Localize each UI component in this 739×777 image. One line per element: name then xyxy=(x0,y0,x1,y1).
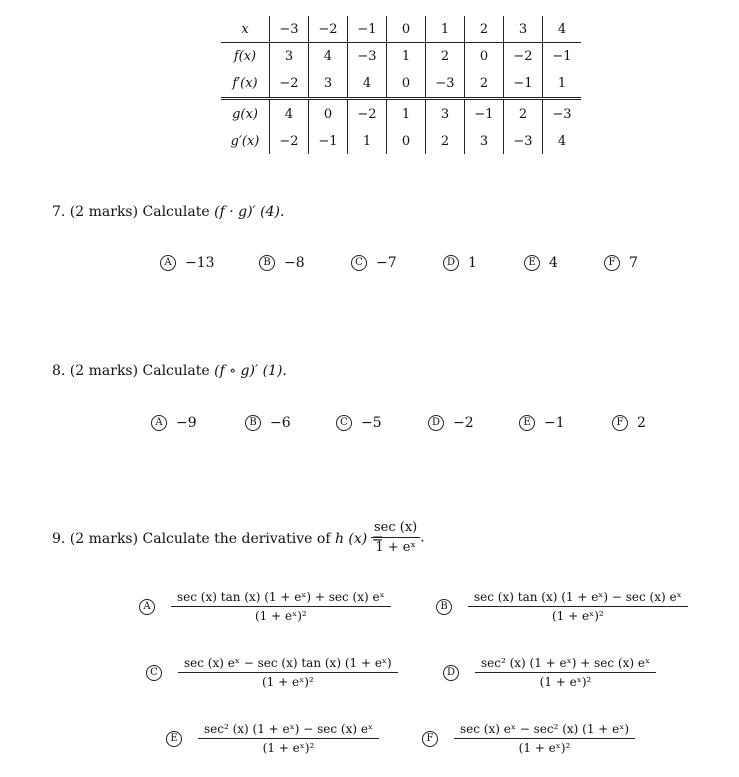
table-header-f: f(x) xyxy=(233,49,257,64)
question-8-choices xyxy=(0,415,739,439)
table-cell: 2 xyxy=(504,99,543,129)
table-cell: 2 xyxy=(465,16,504,43)
choice-value: −1 xyxy=(544,415,565,431)
choice-value: −7 xyxy=(376,255,397,271)
table-cell: −2 xyxy=(348,99,387,129)
fraction-numerator: sec (x) eˣ − sec (x) tan (x) (1 + eˣ) xyxy=(178,656,398,673)
table-cell: −1 xyxy=(543,43,582,71)
choice-value: 2 xyxy=(637,415,646,431)
choice-value: 4 xyxy=(549,255,558,271)
table-cell: 1 xyxy=(387,43,426,71)
table-cell: −3 xyxy=(426,70,465,99)
table-cell: −1 xyxy=(309,128,348,154)
q7-choice-b[interactable] xyxy=(259,255,305,271)
table-row-x xyxy=(221,16,581,43)
choice-letter-icon: F xyxy=(422,731,438,747)
choice-letter-icon: A xyxy=(151,415,167,431)
choice-value: −8 xyxy=(284,255,305,271)
choice-fraction xyxy=(454,722,635,755)
table-cell: 1 xyxy=(426,16,465,43)
table-cell: −3 xyxy=(543,99,582,129)
fraction-numerator: sec² (x) (1 + eˣ) − sec (x) eˣ xyxy=(198,722,379,739)
choice-letter-icon: D xyxy=(443,665,459,681)
fraction-denominator: (1 + eˣ)² xyxy=(262,675,314,689)
table-cell: −2 xyxy=(309,16,348,43)
question-7-prefix: 7. (2 marks) Calculate xyxy=(52,204,215,220)
question-8 xyxy=(52,363,287,379)
table-header-f-prime: f′(x) xyxy=(221,70,270,99)
question-9 xyxy=(52,531,383,547)
choice-value: −2 xyxy=(453,415,474,431)
fraction-numerator: sec² (x) (1 + eˣ) + sec (x) eˣ xyxy=(475,656,656,673)
table-cell: 4 xyxy=(543,128,582,154)
question-9-lhs: h (x) = xyxy=(334,531,384,547)
table-cell: 4 xyxy=(348,70,387,99)
question-7 xyxy=(52,204,284,220)
table-cell: −3 xyxy=(504,128,543,154)
q9-choice-c[interactable] xyxy=(146,656,398,689)
function-values-table xyxy=(221,16,581,154)
table-cell: 3 xyxy=(426,99,465,129)
choice-value: −9 xyxy=(176,415,197,431)
question-9-period: . xyxy=(420,529,425,546)
table-cell: −1 xyxy=(348,16,387,43)
choice-letter-icon: E xyxy=(519,415,535,431)
choice-letter-icon: C xyxy=(351,255,367,271)
fraction-numerator: sec (x) xyxy=(371,520,420,538)
fraction-numerator: sec (x) tan (x) (1 + eˣ) − sec (x) eˣ xyxy=(468,590,688,607)
question-9-function xyxy=(371,520,425,555)
table-cell: 3 xyxy=(465,128,504,154)
table-cell: 0 xyxy=(309,99,348,129)
choice-letter-icon: C xyxy=(336,415,352,431)
choice-value: 1 xyxy=(468,255,477,271)
table-cell: 1 xyxy=(348,128,387,154)
table-cell: 1 xyxy=(543,70,582,99)
choice-letter-icon: E xyxy=(524,255,540,271)
q8-choice-f[interactable] xyxy=(612,415,646,431)
q7-choice-a[interactable] xyxy=(160,255,215,271)
choice-letter-icon: D xyxy=(443,255,459,271)
table-row-g-prime xyxy=(221,128,581,154)
question-9-fraction xyxy=(371,520,420,555)
table-cell: 2 xyxy=(465,70,504,99)
choice-letter-icon: C xyxy=(146,665,162,681)
q7-choice-d[interactable] xyxy=(443,255,477,271)
fraction-denominator: (1 + eˣ)² xyxy=(518,741,571,755)
question-8-expression: (f ∘ g)′ (1). xyxy=(214,363,287,379)
table-cell: −2 xyxy=(504,43,543,71)
q8-choice-c[interactable] xyxy=(336,415,382,431)
fraction-denominator: (1 + eˣ)² xyxy=(262,741,315,755)
table-header-x: x xyxy=(221,16,270,43)
fraction-numerator: sec (x) eˣ − sec² (x) (1 + eˣ) xyxy=(454,722,635,739)
table-cell: 0 xyxy=(387,128,426,154)
choice-fraction xyxy=(198,722,379,755)
choice-value: −5 xyxy=(361,415,382,431)
q8-choice-e[interactable] xyxy=(519,415,565,431)
fraction-denominator: 1 + eˣ xyxy=(375,540,416,555)
table-cell: 2 xyxy=(426,43,465,71)
fraction-numerator: sec (x) tan (x) (1 + eˣ) + sec (x) eˣ xyxy=(171,590,391,607)
table-cell: 0 xyxy=(387,16,426,43)
q9-choice-b[interactable] xyxy=(436,590,688,623)
q8-choice-a[interactable] xyxy=(151,415,197,431)
table-cell: −3 xyxy=(348,43,387,71)
table-cell: −3 xyxy=(270,16,309,43)
choice-letter-icon: B xyxy=(245,415,261,431)
choice-fraction xyxy=(468,590,688,623)
table-header-g-prime: g′(x) xyxy=(230,133,260,149)
table-cell: −2 xyxy=(270,128,309,154)
table-cell: −1 xyxy=(504,70,543,99)
table-row-f xyxy=(221,43,581,71)
q7-choice-f[interactable] xyxy=(604,255,638,271)
choice-fraction xyxy=(171,590,391,623)
table-header-g: g(x) xyxy=(232,106,258,122)
q9-choice-f[interactable] xyxy=(422,722,635,755)
fraction-denominator: (1 + eˣ)² xyxy=(255,609,307,623)
table-cell: 1 xyxy=(387,99,426,129)
table-cell: 2 xyxy=(426,128,465,154)
choice-value: −13 xyxy=(185,255,215,271)
choice-letter-icon: A xyxy=(160,255,176,271)
question-8-prefix: 8. (2 marks) Calculate xyxy=(52,363,215,379)
fraction-denominator: (1 + eˣ)² xyxy=(539,675,592,689)
q7-choice-e[interactable] xyxy=(524,255,558,271)
table-cell: −1 xyxy=(465,99,504,129)
table-row-f-prime xyxy=(221,70,581,99)
q8-choice-d[interactable] xyxy=(428,415,474,431)
choice-value: 7 xyxy=(629,255,638,271)
choice-letter-icon: E xyxy=(166,731,182,747)
choice-letter-icon: F xyxy=(604,255,620,271)
fraction-denominator: (1 + eˣ)² xyxy=(552,609,604,623)
q8-choice-b[interactable] xyxy=(245,415,291,431)
table-cell: 3 xyxy=(504,16,543,43)
choice-letter-icon: D xyxy=(428,415,444,431)
table-cell: 4 xyxy=(309,43,348,71)
table-cell: −2 xyxy=(270,70,309,99)
table-cell: 3 xyxy=(309,70,348,99)
choice-letter-icon: B xyxy=(436,599,452,615)
q7-choice-c[interactable] xyxy=(351,255,397,271)
choice-letter-icon: F xyxy=(612,415,628,431)
table-cell: 4 xyxy=(543,16,582,43)
q9-choice-a[interactable] xyxy=(139,590,391,623)
table-cell: 0 xyxy=(387,70,426,99)
choice-value: −6 xyxy=(270,415,291,431)
q9-choice-e[interactable] xyxy=(166,722,379,755)
choice-fraction xyxy=(475,656,656,689)
choice-fraction xyxy=(178,656,398,689)
table-row-g xyxy=(221,99,581,129)
table-cell: 0 xyxy=(465,43,504,71)
question-7-choices xyxy=(0,255,739,279)
question-7-expression: (f · g)′ (4). xyxy=(214,204,285,220)
table-cell: 4 xyxy=(270,99,309,129)
q9-choice-d[interactable] xyxy=(443,656,656,689)
choice-letter-icon: B xyxy=(259,255,275,271)
table-cell: 3 xyxy=(270,43,309,71)
question-9-prefix: 9. (2 marks) Calculate the derivative of xyxy=(52,531,335,547)
choice-letter-icon: A xyxy=(139,599,155,615)
